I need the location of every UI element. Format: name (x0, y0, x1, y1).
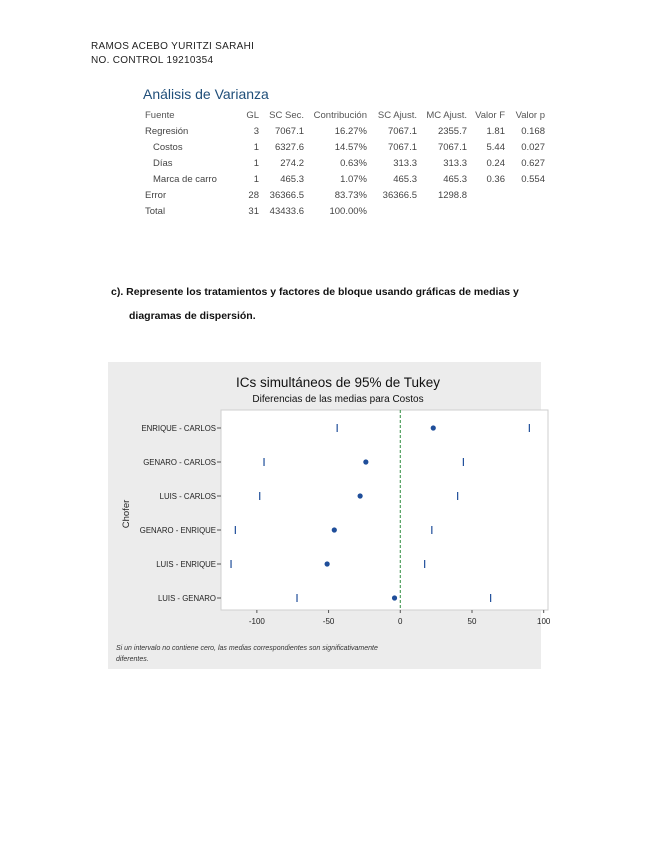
table-cell: Total (145, 205, 166, 217)
interval-label: LUIS - GENARO (157, 594, 216, 603)
interval-mean-point (358, 493, 363, 498)
control-number: NO. CONTROL 19210354 (91, 55, 214, 66)
chart-subtitle: Diferencias de las medias para Costos (252, 394, 424, 405)
interval-mean-point (325, 561, 330, 566)
table-cell: 2355.7 (437, 125, 467, 137)
table-cell: 14.57% (334, 141, 367, 153)
table-cell: 100.00% (329, 205, 367, 217)
y-axis-label: Chofer (121, 499, 132, 529)
table-cell: Marca de carro (153, 173, 217, 185)
table-cell: Error (145, 189, 167, 201)
table-cell: 465.3 (443, 173, 467, 185)
table-cell: 83.73% (334, 189, 367, 201)
table-cell (417, 203, 467, 219)
table-row (145, 155, 545, 171)
table-cell (467, 187, 505, 203)
interval-label: LUIS - ENRIQUE (156, 560, 216, 569)
col-header: SC Sec. (269, 110, 304, 121)
table-row (145, 187, 545, 203)
table-cell: 0.63% (340, 157, 367, 169)
table-cell: Costos (153, 141, 183, 153)
table-row (145, 171, 545, 187)
table-cell: 1.81 (486, 125, 505, 137)
x-tick-label: -50 (322, 617, 335, 626)
table-cell: 313.3 (393, 157, 417, 169)
table-cell: 3 (253, 125, 259, 137)
table-row (145, 123, 545, 139)
col-header: GL (246, 110, 259, 121)
plot-area (221, 410, 548, 610)
table-cell: 1 (253, 157, 259, 169)
interval-mean-point (332, 527, 337, 532)
anova-header-row (145, 108, 545, 123)
anova-title: Análisis de Varianza (143, 86, 269, 102)
table-cell: 0.36 (486, 173, 505, 185)
x-tick-label: 50 (467, 617, 477, 626)
table-cell: 16.27% (334, 125, 367, 137)
table-cell: 274.2 (280, 157, 304, 169)
col-header: Fuente (145, 110, 175, 121)
table-cell (367, 203, 417, 219)
col-header: Valor F (475, 110, 505, 121)
chart-title: ICs simultáneos de 95% de Tukey (235, 375, 441, 390)
interval-label: LUIS - CARLOS (159, 492, 216, 501)
table-cell: 0.24 (486, 157, 505, 169)
col-header: MC Ajust. (426, 110, 467, 121)
table-cell: 43433.6 (269, 205, 304, 217)
table-cell: 7067.1 (387, 125, 417, 137)
col-header: Contribución (313, 110, 367, 121)
table-cell: 1298.8 (437, 189, 467, 201)
col-header: SC Ajust. (377, 110, 417, 121)
question-line-2: diagramas de dispersión. (129, 310, 256, 322)
table-cell: 0.027 (521, 141, 545, 153)
anova-table (145, 108, 545, 219)
table-cell: 465.3 (280, 173, 304, 185)
question-line-1: c). Represente los tratamientos y factores de bloque usando gráficas de medias y (111, 286, 519, 298)
table-cell: 0.554 (521, 173, 545, 185)
table-cell: 31 (248, 205, 259, 217)
table-cell (505, 203, 545, 219)
table-cell: 5.44 (486, 141, 505, 153)
table-cell (505, 187, 545, 203)
question-c (111, 280, 571, 328)
table-cell: 7067.1 (274, 125, 304, 137)
table-cell (467, 203, 505, 219)
student-header (91, 40, 254, 68)
table-cell: 7067.1 (437, 141, 467, 153)
table-row (145, 139, 545, 155)
table-cell: 1 (253, 173, 259, 185)
x-tick-label: 100 (537, 617, 551, 626)
table-cell: 28 (248, 189, 259, 201)
tukey-chart (108, 362, 551, 669)
tukey-chart-svg (108, 362, 551, 669)
table-cell: 465.3 (393, 173, 417, 185)
x-tick-label: -100 (248, 617, 265, 626)
x-tick-label: 0 (398, 617, 403, 626)
interval-label: GENARO - ENRIQUE (139, 526, 216, 535)
interval-mean-point (392, 595, 397, 600)
table-cell: 7067.1 (387, 141, 417, 153)
interval-mean-point (431, 425, 436, 430)
footnote-line-1: Si un intervalo no contiene cero, las medias correspondientes son significativamente (116, 645, 378, 652)
student-name: RAMOS ACEBO YURITZI SARAHI (91, 41, 255, 52)
table-row (145, 203, 545, 219)
interval-mean-point (363, 459, 368, 464)
table-cell: 1.07% (340, 173, 367, 185)
table-cell: 0.168 (521, 125, 545, 137)
table-cell: 36366.5 (269, 189, 304, 201)
table-cell: Días (153, 157, 173, 169)
table-cell: 0.627 (521, 157, 545, 169)
table-cell: 6327.6 (274, 141, 304, 153)
interval-label: GENARO - CARLOS (143, 458, 216, 467)
interval-label: ENRIQUE - CARLOS (141, 424, 216, 433)
table-cell: Regresión (145, 125, 189, 137)
table-cell: 313.3 (443, 157, 467, 169)
table-cell: 1 (253, 141, 259, 153)
table-cell: 36366.5 (382, 189, 417, 201)
footnote-line-2: diferentes. (116, 656, 149, 663)
col-header: Valor p (515, 110, 545, 121)
